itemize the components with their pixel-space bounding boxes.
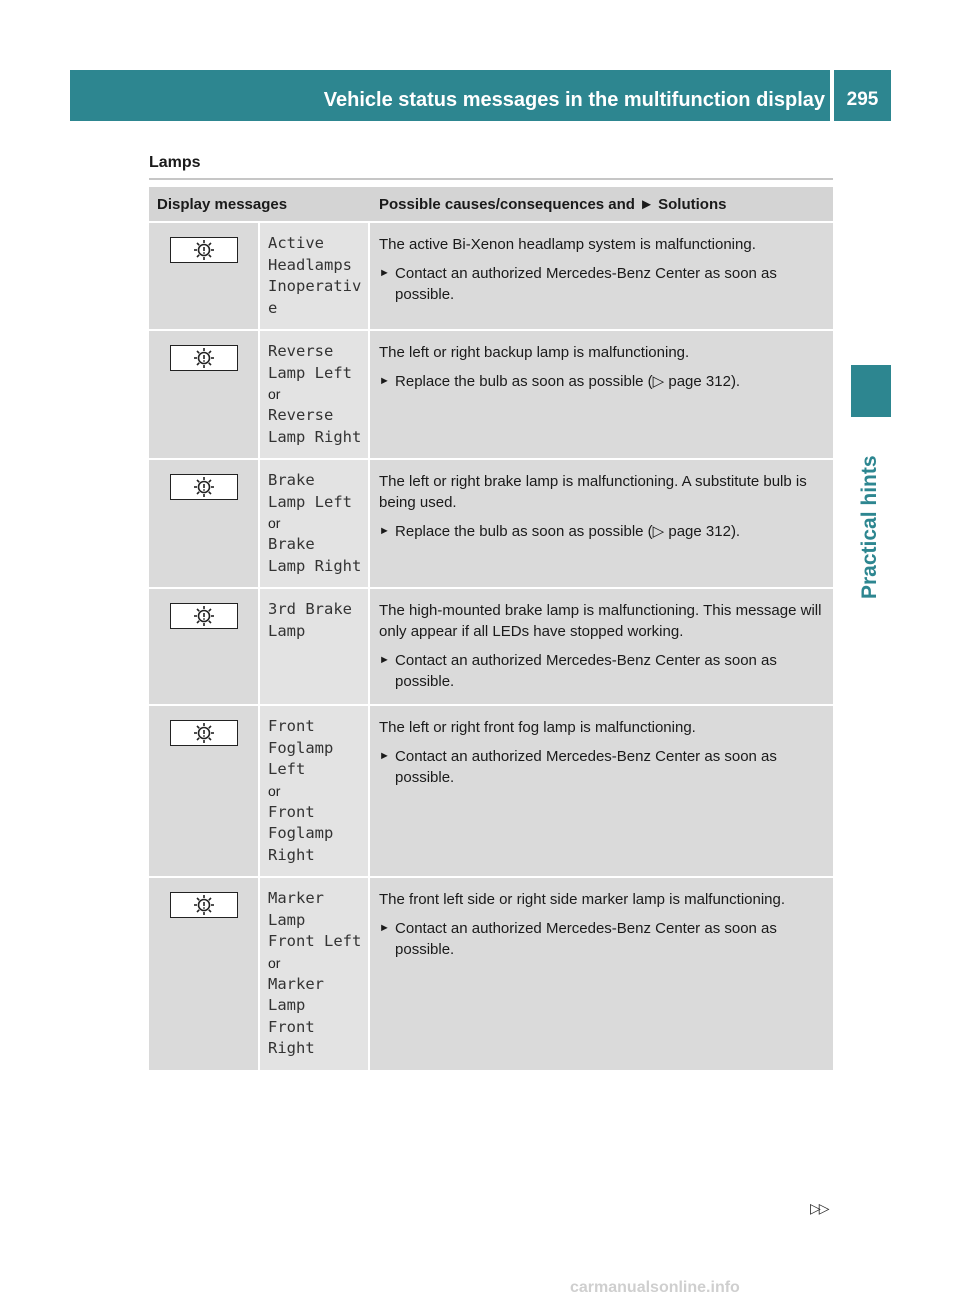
- step-arrow-icon: ►: [379, 525, 390, 537]
- col-header-display: Display messages: [149, 187, 368, 223]
- solution-cell: [368, 706, 833, 878]
- section-title: Lamps: [149, 154, 201, 171]
- step-arrow-icon: ►: [379, 654, 390, 666]
- solution-step: [379, 650, 827, 692]
- message-cell: [258, 589, 368, 706]
- message-cell: [258, 460, 368, 589]
- lamp-warning-icon-glyph: [191, 894, 217, 916]
- step-text: Replace the bulb as soon as possible (▷ page 312).: [395, 373, 741, 390]
- icon-cell: [149, 878, 258, 1072]
- table-row: [149, 223, 833, 331]
- display-message: Brake Lamp Left: [268, 471, 352, 511]
- section-divider: [149, 178, 833, 180]
- message-cell: [258, 878, 368, 1072]
- step-text: Contact an authorized Mercedes-Benz Center as soon as possible.: [395, 920, 777, 958]
- solution-step: [379, 371, 827, 392]
- table-header-row: [149, 187, 833, 223]
- step-text: Contact an authorized Mercedes-Benz Center as soon as possible.: [395, 265, 777, 303]
- icon-cell: [149, 223, 258, 331]
- icon-cell: [149, 460, 258, 589]
- solution-step: [379, 918, 827, 960]
- lamp-warning-icon: [170, 345, 238, 371]
- display-message: Active Headlamps Inoperativ e: [268, 234, 362, 317]
- message-cell: [258, 706, 368, 878]
- lamp-warning-icon-glyph: [191, 476, 217, 498]
- cause-text: The front left side or right side marker lamp is malfunctioning.: [379, 891, 786, 908]
- step-text: Contact an authorized Mercedes-Benz Center as soon as possible.: [395, 748, 777, 786]
- display-message: 3rd Brake Lamp: [268, 600, 352, 640]
- step-text: Contact an authorized Mercedes-Benz Center as soon as possible.: [395, 652, 777, 690]
- cause-text: The left or right brake lamp is malfunctioning. A substitute bulb is being used.: [379, 473, 807, 511]
- side-tab-marker: [851, 365, 891, 417]
- lamp-warning-icon-glyph: [191, 347, 217, 369]
- lamp-warning-icon-glyph: [191, 605, 217, 627]
- or-separator: or: [268, 782, 281, 799]
- lamp-warning-icon: [170, 720, 238, 746]
- solution-cell: [368, 460, 833, 589]
- lamp-warning-icon: [170, 237, 238, 263]
- solution-cell: [368, 878, 833, 1072]
- cause-text: The active Bi-Xenon headlamp system is malfunctioning.: [379, 236, 756, 253]
- or-separator: or: [268, 515, 281, 531]
- display-message: Front Foglamp Left: [268, 717, 334, 778]
- step-text: Replace the bulb as soon as possible (▷ page 312).: [395, 523, 741, 540]
- page-number: 295: [834, 70, 891, 121]
- display-message: Marker Lamp Front Left: [268, 889, 362, 950]
- step-arrow-icon: ►: [379, 267, 390, 279]
- messages-table: [149, 187, 833, 1072]
- message-cell: [258, 223, 368, 331]
- table-row: [149, 706, 833, 878]
- display-message: Reverse Lamp Left: [268, 342, 352, 382]
- or-separator: or: [268, 386, 281, 402]
- table-row: [149, 460, 833, 589]
- step-arrow-icon: ►: [379, 375, 390, 387]
- or-separator: or: [268, 954, 281, 971]
- cause-text: The left or right front fog lamp is malfunctioning.: [379, 719, 696, 736]
- lamp-warning-icon: [170, 603, 238, 629]
- solution-cell: [368, 589, 833, 706]
- display-message-alt: Front Foglamp Right: [268, 802, 334, 864]
- icon-cell: [149, 331, 258, 460]
- icon-cell: [149, 706, 258, 878]
- watermark: carmanualsonline.info: [570, 1279, 740, 1296]
- solution-step: [379, 521, 827, 542]
- cause-text: The high-mounted brake lamp is malfunctioning. This message will only appear if all LEDs have stopped working.: [379, 602, 822, 640]
- col-header-solutions: Possible causes/consequences and ► Solutions: [368, 187, 833, 223]
- message-cell: [258, 331, 368, 460]
- display-message-alt: Marker Lamp Front Right: [268, 974, 324, 1057]
- side-tab-label: Practical hints: [858, 455, 881, 599]
- table-row: [149, 878, 833, 1072]
- page-header-title: Vehicle status messages in the multifunction display: [323, 89, 825, 111]
- solution-step: [379, 746, 827, 788]
- solution-cell: [368, 331, 833, 460]
- lamp-warning-icon-glyph: [191, 239, 217, 261]
- lamp-warning-icon: [170, 892, 238, 918]
- solution-cell: [368, 223, 833, 331]
- cause-text: The left or right backup lamp is malfunctioning.: [379, 344, 690, 361]
- lamp-warning-icon: [170, 474, 238, 500]
- display-message-alt: Reverse Lamp Right: [268, 406, 362, 446]
- lamp-warning-icon-glyph: [191, 722, 217, 744]
- table-row: [149, 589, 833, 706]
- solution-step: [379, 263, 827, 305]
- table-row: [149, 331, 833, 460]
- display-message-alt: Brake Lamp Right: [268, 535, 362, 575]
- icon-cell: [149, 589, 258, 706]
- step-arrow-icon: ►: [379, 922, 390, 934]
- step-arrow-icon: ►: [379, 750, 390, 762]
- continue-marker: ▷▷: [810, 1200, 828, 1216]
